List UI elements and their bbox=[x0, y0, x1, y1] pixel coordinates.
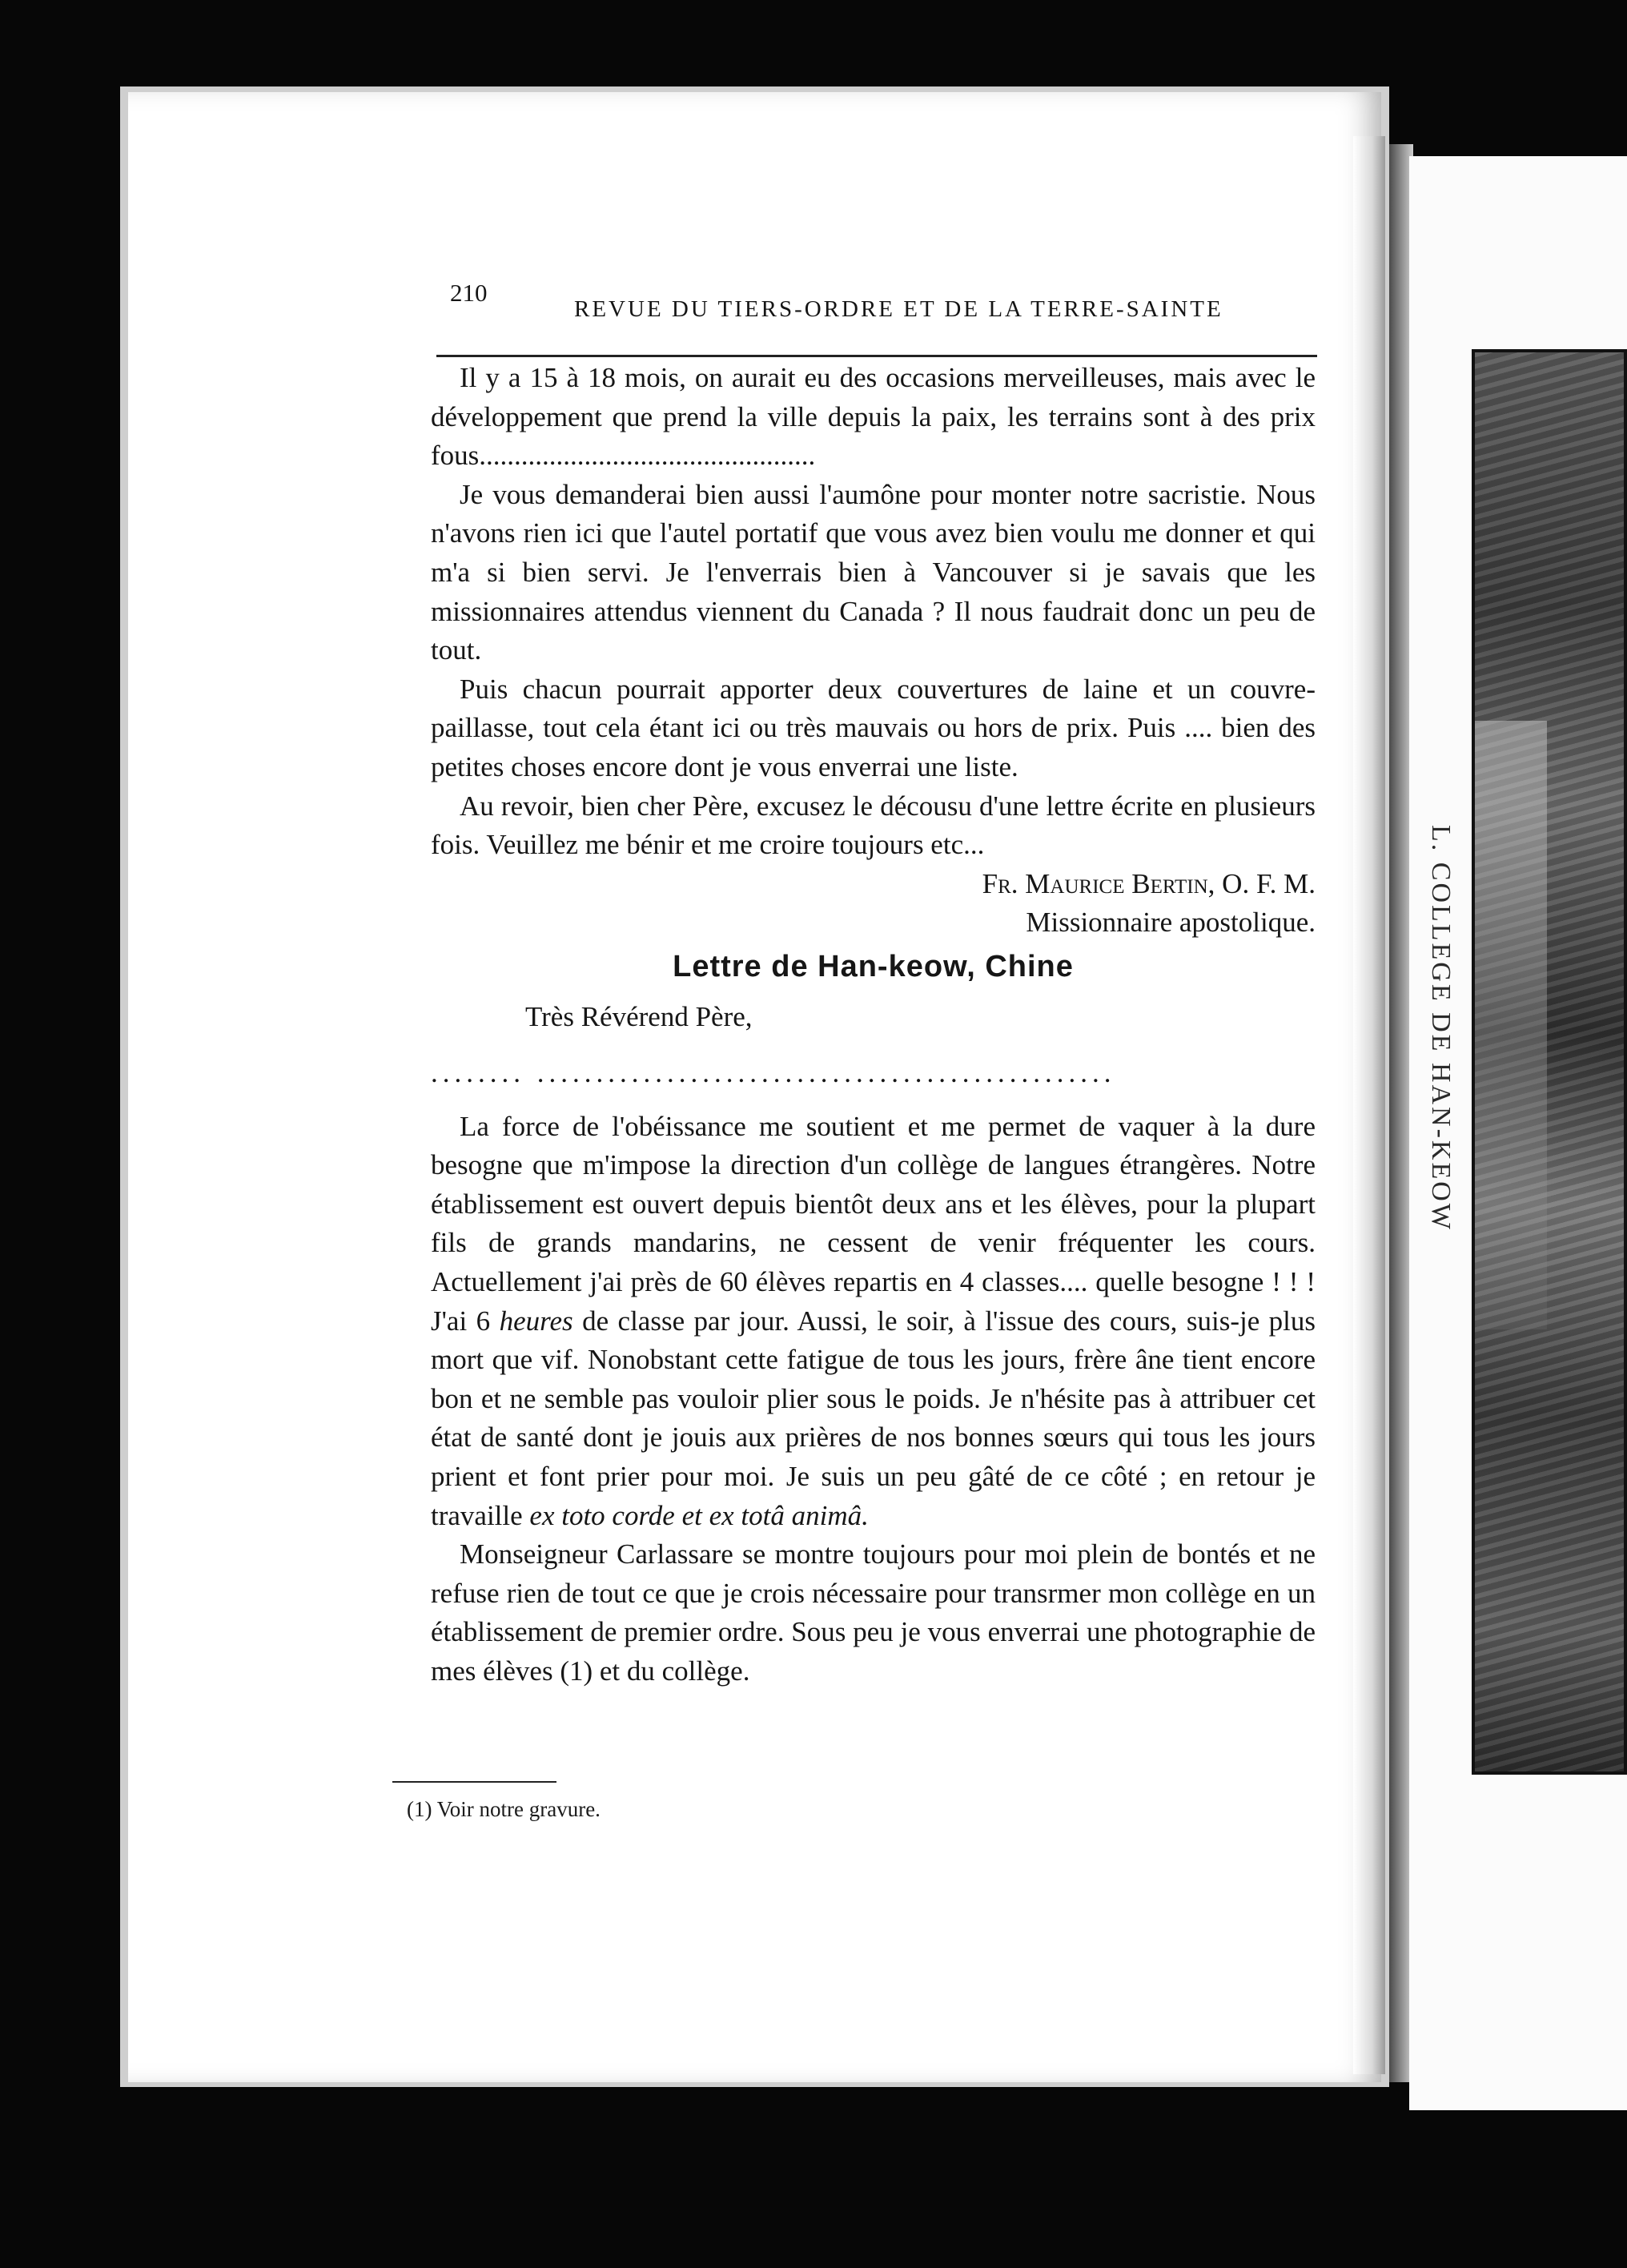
letter-p1-text-b: de classe par jour. Aussi, le soir, à l'issue des cours, suis-je plus mort que vif. Nonobstant cette fatigue de tous les jours, frère âne tient encore bon et ne semble pas vouloir plier sous le poids. Je n'hésite pas à attribuer cet état de santé dont je jouis aux prières de nos bonnes sœurs qui tous les jours prient et font prier pour moi. Je suis un peu gâté de ce côté ; en retour je travaille bbox=[431, 1305, 1316, 1531]
paragraph-4: Au revoir, bien cher Père, excusez le décousu d'une lettre écrite en plusieurs fois. Veuillez me bénir et me croire toujours etc... bbox=[431, 790, 1316, 861]
letter-p1-latin: ex toto corde et ex totâ animâ. bbox=[529, 1499, 869, 1531]
photograph-highlight bbox=[1475, 721, 1547, 1329]
header-rule bbox=[436, 355, 1317, 357]
page-number: 210 bbox=[450, 279, 488, 307]
paragraph-1: Il y a 15 à 18 mois, on aurait eu des occasions merveilleuses, mais avec le développement que prend la ville depuis la paix, les terrains sont à des prix fous................................................ bbox=[431, 362, 1316, 472]
paragraph-2: Je vous demanderai bien aussi l'aumône pour monter notre sacristie. Nous n'avons rien ici que l'autel portatif que vous avez bien voulu me donner et qui m'a si bien servi. Je l'enverrais bien à Vancouver si je savais que les missionnaires attendus viennent du Canada ? Il nous faudrait donc un peu de tout. bbox=[431, 478, 1316, 666]
body-text bbox=[431, 359, 1316, 1691]
signature-title: Missionnaire apostolique. bbox=[1026, 907, 1316, 939]
letter-p1-emphasis: heures bbox=[499, 1305, 573, 1337]
side-caption bbox=[1424, 825, 1456, 857]
letter-heading: Lettre de Han-keow, Chine bbox=[673, 949, 1074, 983]
page-edge bbox=[1353, 136, 1385, 2074]
signature-name: Fr. Maurice Bertin, O. F. M. bbox=[982, 867, 1316, 899]
running-title: REVUE DU TIERS-ORDRE ET DE LA TERRE-SAINTE bbox=[574, 296, 1223, 322]
salutation: Très Révérend Père, bbox=[525, 1000, 753, 1032]
letter-paragraph-2: Monseigneur Carlassare se montre toujours pour moi plein de bontés et ne refuse rien de tout ce que je crois nécessaire pour transrmer mon collège en un établissement de premier ordre. Sous peu je vous enverrai une photographie de mes élèves (1) et du collège. bbox=[431, 1538, 1316, 1687]
letter-p1-text: La force de l'obéissance me soutient et me permet de vaquer à la dure besogne que m'impose la direction d'un collège de langues étrangères. Notre établissement est ouvert depuis bientôt deux ans et les élèves, pour la plupart fils de grands mandarins, ne cessent de venir fréquenter les cours. Actuellement j'ai près de 60 élèves repartis en 4 classes.... quelle besogne ! ! ! J'ai 6 bbox=[431, 1110, 1316, 1337]
paragraph-3: Puis chacun pourrait apporter deux couvertures de laine et un couvre-paillasse, tout cela étant ici ou très mauvais ou hors de prix. Puis .... bien des petites choses encore dont je vous enverrai une liste. bbox=[431, 673, 1316, 782]
elision-dots: ........ ................................................. bbox=[431, 1057, 1116, 1089]
footnote-rule bbox=[392, 1781, 556, 1783]
footnote: (1) Voir notre gravure. bbox=[407, 1797, 601, 1821]
letter-paragraph-1 bbox=[431, 1108, 1316, 1536]
